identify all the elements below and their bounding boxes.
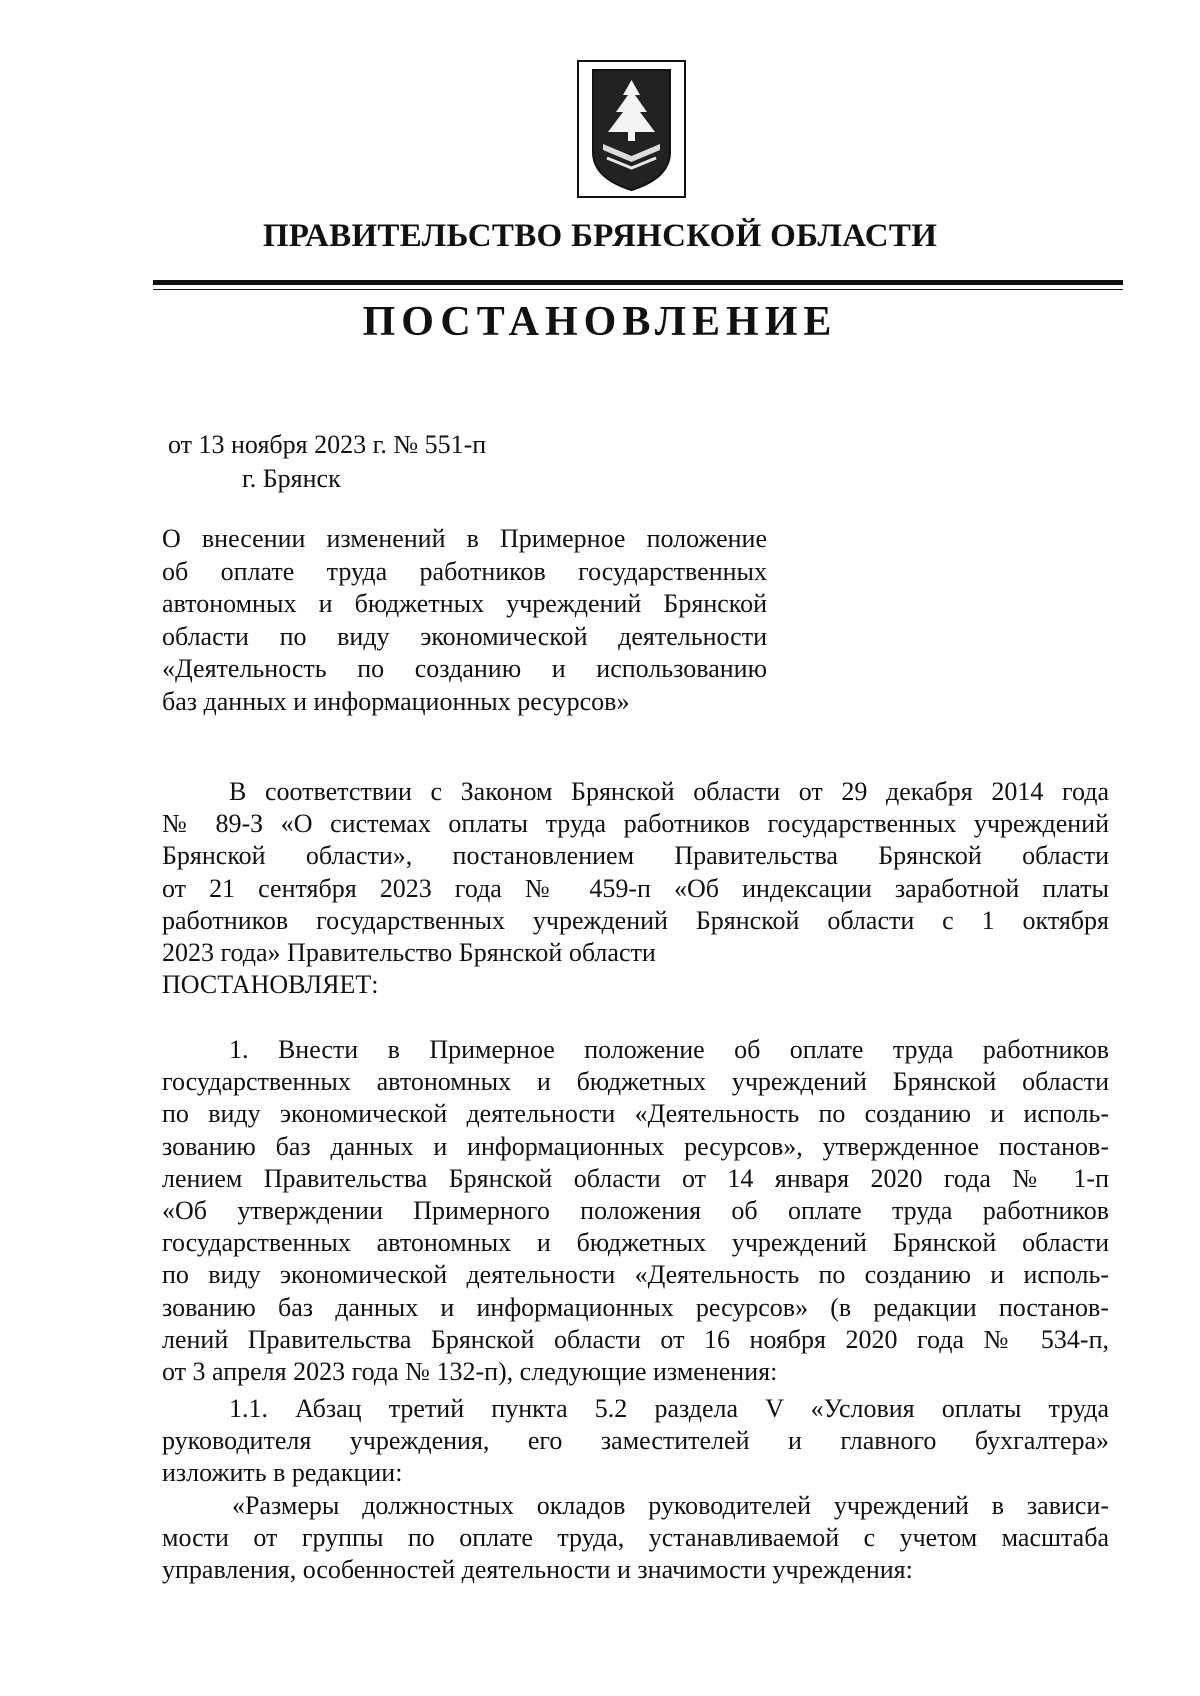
text-line: руководителя учреждения, его заместителей и главного бухгалтера» <box>162 1426 1109 1456</box>
organization-name: ПРАВИТЕЛЬСТВО БРЯНСКОЙ ОБЛАСТИ <box>262 218 938 254</box>
text-line: лений Правительства Брянской области от 16 ноября 2020 года № 534-п, <box>162 1324 1109 1354</box>
text-line: государственных автономных и бюджетных учреждений Брянской области <box>162 1228 1109 1258</box>
bryansk-coat-of-arms-icon <box>577 60 686 198</box>
text-line: по виду экономической деятельности «Деятельность по созданию и исполь- <box>162 1260 1109 1290</box>
header-divider-thin <box>153 289 1123 290</box>
text-line: мости от группы по оплате труда, устанавливаемой с учетом масштаба <box>162 1523 1109 1553</box>
text-line: по виду экономической деятельности «Деятельность по созданию и исполь- <box>162 1099 1109 1129</box>
text-line: государственных автономных и бюджетных учреждений Брянской области <box>162 1067 1109 1097</box>
text-line: от 21 сентября 2023 года № 459-п «Об индексации заработной платы <box>162 873 1109 903</box>
subject-line: баз данных и информационных ресурсов» <box>162 686 630 716</box>
resolves-heading: ПОСТАНОВЛЯЕТ: <box>162 970 379 1000</box>
subject-line: об оплате труда работников государственных <box>162 556 767 586</box>
text-line: В соответствии с Законом Брянской области от 29 декабря 2014 года <box>229 777 1109 806</box>
subject-line: О внесении изменений в Примерное положение <box>162 524 767 553</box>
subject-line: области по виду экономической деятельности <box>162 621 767 651</box>
text-line: «Размеры должностных окладов руководителей учреждений в зависи- <box>232 1491 1109 1520</box>
text-line: работников государственных учреждений Брянской области с 1 октября <box>162 905 1109 935</box>
document-subject <box>162 523 767 718</box>
text-line: 2023 года» Правительство Брянской области <box>162 938 656 968</box>
text-line: изложить в редакции: <box>162 1458 403 1488</box>
item-1-paragraph <box>162 1034 1109 1388</box>
quoted-paragraph <box>162 1490 1109 1587</box>
text-line: 1.1. Абзац третий пункта 5.2 раздела V «Условия оплаты труда <box>229 1394 1109 1423</box>
document-city: г. Брянск <box>242 464 341 493</box>
text-line: зованию баз данных и информационных ресурсов» (в редакции постанов- <box>162 1292 1109 1322</box>
text-line: от 3 апреля 2023 года № 132-п), следующие изменения: <box>162 1357 778 1387</box>
text-line: 1. Внести в Примерное положение об оплате труда работников <box>229 1035 1109 1064</box>
item-1-1-paragraph <box>162 1393 1109 1490</box>
text-line: «Об утверждении Примерного положения об оплате труда работников <box>162 1196 1109 1226</box>
preamble-paragraph <box>162 776 1109 1001</box>
document-type-title: ПОСТАНОВЛЕНИЕ <box>362 299 838 345</box>
text-line: Брянской области», постановлением Правительства Брянской области <box>162 841 1109 871</box>
subject-line: «Деятельность по созданию и использованию <box>162 654 767 683</box>
header-divider-thick <box>153 280 1123 285</box>
text-line: № 89-З «О системах оплаты труда работников государственных учреждений <box>162 809 1109 839</box>
text-line: зованию баз данных и информационных ресурсов», утвержденное постанов- <box>162 1131 1109 1161</box>
text-line: управления, особенностей деятельности и значимости учреждения: <box>162 1555 913 1585</box>
text-line: лением Правительства Брянской области от 14 января 2020 года № 1-п <box>162 1163 1109 1193</box>
subject-line: автономных и бюджетных учреждений Брянской <box>162 589 767 618</box>
document-date-number: от 13 ноября 2023 г. № 551-п <box>168 430 487 459</box>
